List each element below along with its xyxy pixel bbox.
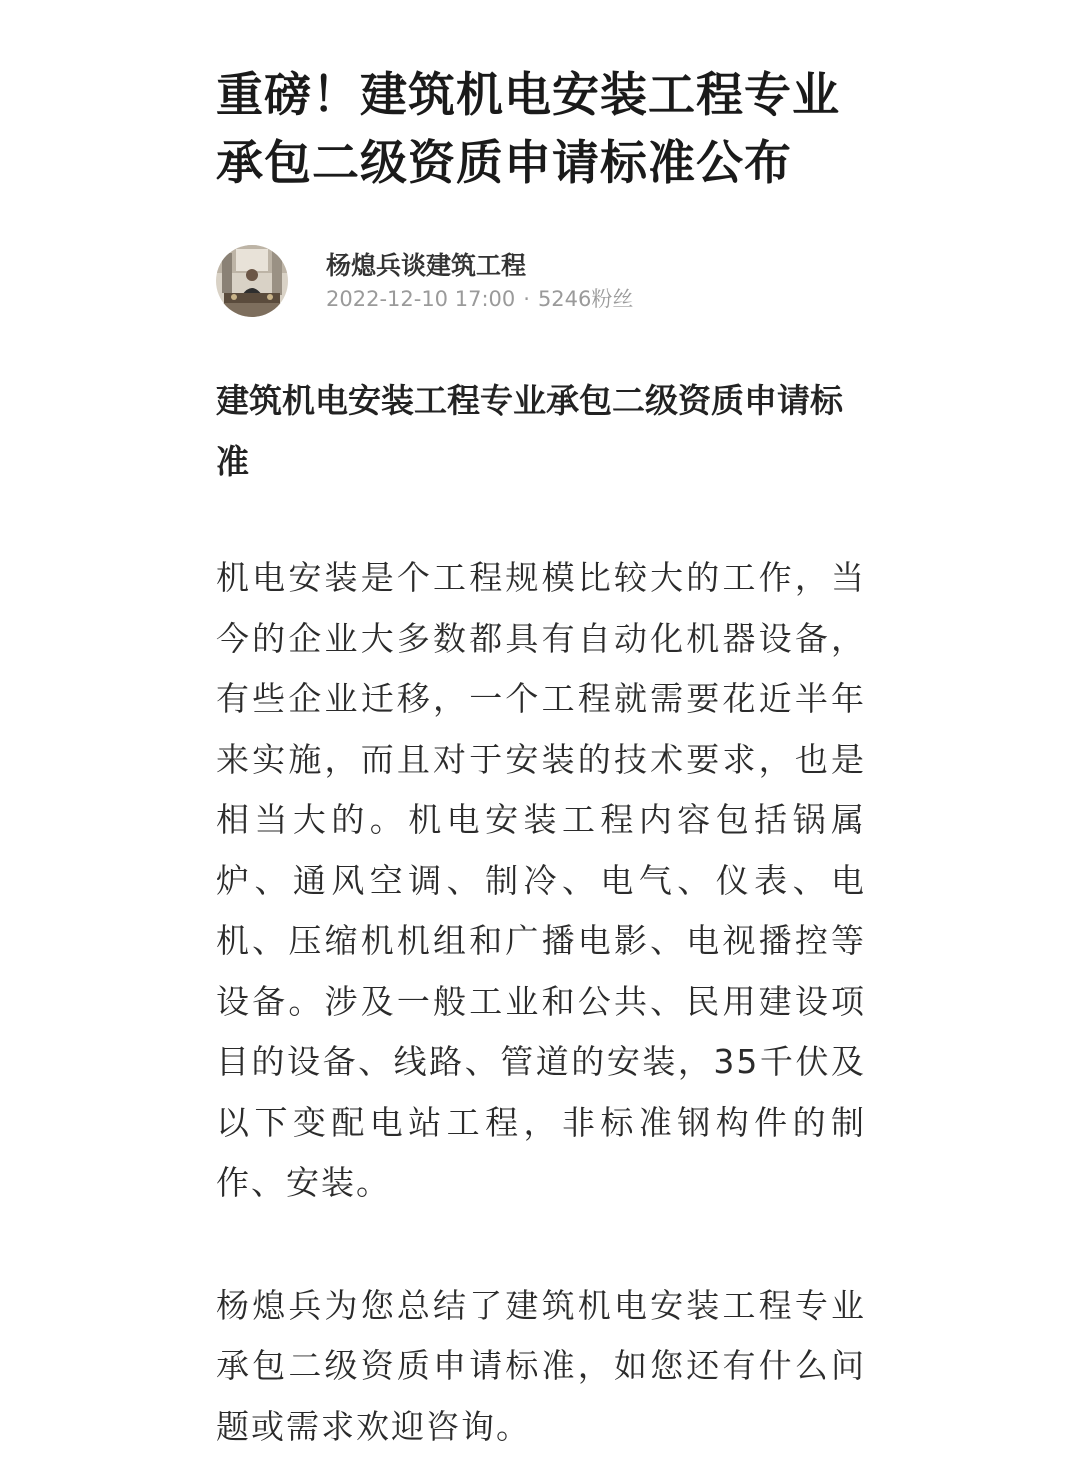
paragraph-summary: 杨熄兵为您总结了建筑机电安装工程专业承包二级资质申请标准，如您还有什么问题或需求欢迎咨询。 [216,1276,866,1457]
follower-count: 5246粉丝 [538,287,633,311]
author-meta [326,284,633,314]
meta-separator: · [523,287,530,311]
author-row [216,244,866,318]
article [216,62,866,1457]
section-heading: 建筑机电安装工程专业承包二级资质申请标准 [216,370,866,492]
author-info [326,249,633,314]
paragraph-intro: 机电安装是个工程规模比较大的工作，当今的企业大多数都具有自动化机器设备，有些企业迁移，一个工程就需要花近半年来实施，而且对于安装的技术要求，也是相当大的。机电安装工程内容包括锅属炉、通风空调、制冷、电气、仪表、电机、压缩机机组和广播电影、电视播控等设备。涉及一般工业和公共、民用建设项目的设备、线路、管道的安装，35千伏及以下变配电站工程，非标准钢构件的制作、安装。 [216,548,866,1214]
author-avatar[interactable] [216,245,288,317]
author-name[interactable]: 杨熄兵谈建筑工程 [326,249,633,283]
publish-date: 2022-12-10 17:00 [326,287,515,311]
article-title: 重磅！建筑机电安装工程专业承包二级资质申请标准公布 [216,62,866,198]
avatar-photo [216,245,288,317]
